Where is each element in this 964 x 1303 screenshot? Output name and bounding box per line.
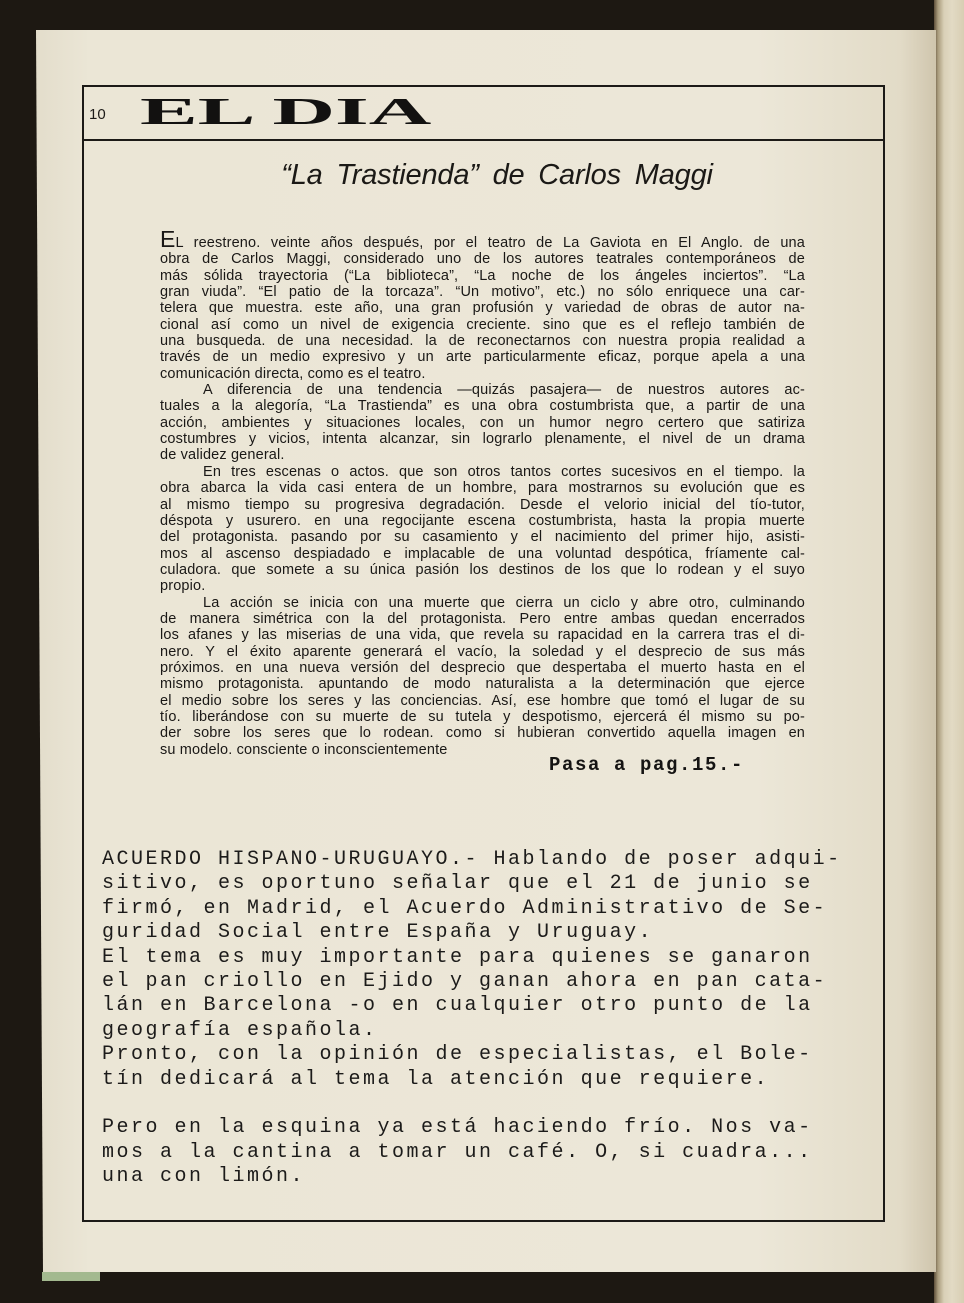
article-line: de validez general.: [160, 447, 285, 464]
article-line: través de un medio expresivo y un arte particularmente eficaz, porque apela a una: [160, 349, 805, 366]
article-line: telera que muestra. este año, una gran profusión y variedad de obras de autor na-: [160, 300, 805, 317]
bulletin-note-line: ACUERDO HISPANO-URUGUAYO.- Hablando de poser adqui-: [102, 848, 842, 871]
article-line: el medio sobre los seres y las conciencias. Así, ese hombre que tomó el lugar de su: [160, 692, 805, 709]
article-line: costumbres y vicios, intenta alcanzar, sin lograrlo plenamente, el nivel de un drama: [160, 431, 805, 448]
article-line: culadora. que somete a su única pasión los destinos de los que lo rodean y el suyo: [160, 561, 805, 578]
article-line: propio.: [160, 578, 206, 595]
article-body: [160, 226, 805, 758]
article-title: “La Trastienda” de Carlos Maggi: [281, 159, 713, 191]
bulletin-note-line: sitivo, es oportuno señalar que el 21 de junio se: [102, 872, 813, 896]
bulletin-note-line: El tema es muy importante para quienes se ganaron: [102, 945, 813, 969]
bulletin-note-line: firmó, en Madrid, el Acuerdo Administrativo de Se-: [102, 896, 828, 920]
article-paragraph: [160, 464, 805, 595]
bulletin-note-line: geografía española.: [102, 1018, 378, 1042]
adjacent-page: [934, 0, 964, 1303]
article-line: gran viuda”. “El patio de la torcaza”. “Un motivo”, etc.) no sólo enriquece una car-: [160, 284, 805, 301]
article-line: [160, 226, 805, 252]
article-line: tuales a la alegoría, “La Trastienda” es una obra costumbrista que, a partir de una: [160, 398, 805, 415]
bulletin-note-line: guridad Social entre España y Uruguay.: [102, 921, 654, 945]
article-line-text: L reestreno. veinte años después, por el teatro de La Gaviota en El Anglo. de una: [175, 235, 805, 251]
article-line: A diferencia de una tendencia —quizás pasajera— de nuestros autores ac-: [203, 382, 805, 399]
article-line: más sólida trayectoria (“La biblioteca”, “La noche de los ángeles inciertos”. “La: [160, 267, 805, 284]
bulletin-note-line: Pero en la esquina ya está haciendo frío. Nos va-: [102, 1116, 813, 1140]
article-line: obra abarca la vida casi entera de un hombre, para mostrarnos su evolución que es: [160, 480, 805, 497]
page-number: 10: [89, 106, 106, 123]
header-divider: [82, 139, 885, 141]
article-line: mismo protagonista. apuntando de modo naturalista a la determinación que ejerce: [160, 676, 805, 693]
article-line: En tres escenas o actos. que son otros tantos cortes sucesivos en el tiempo. la: [203, 463, 805, 480]
article-line: una busqueda. de una necesidad. la de reconectarnos con nuestra propia realidad a: [160, 333, 805, 350]
article-line: La acción se inicia con una muerte que cierra un ciclo y abre otro, culminando: [203, 594, 805, 611]
bulletin-note-line: lán en Barcelona -o en cualquier otro punto de la: [102, 994, 813, 1018]
article-line: acción, ambientes y situaciones locales, con un humor negro certero que satiriza: [160, 414, 805, 431]
bulletin-note-line: Pronto, con la opinión de especialistas, el Bole-: [102, 1043, 813, 1067]
article-line: los afanes y las miserias de una vida, que revela su rapacidad en la carrera tras el di-: [160, 627, 805, 644]
newspaper-logo: EL DIA: [140, 91, 432, 133]
cover-edge: [42, 1272, 100, 1281]
article-line: der sobre los seres que lo rodean. como si hubieran convertido aquella imagen en: [160, 725, 805, 742]
article-line: al mismo tiempo su progresiva degradación. Desde el velorio inicial del tío-tutor,: [160, 496, 805, 513]
article-line: cional así como un nivel de exigencia creciente. sino que es el reflejo también de: [160, 316, 805, 333]
article-paragraph: [160, 226, 805, 382]
article-line: del protagonista. pasando por su casamiento y el nacimiento del primer hijo, asisti-: [160, 529, 805, 546]
article-line: tío. liberándose con su muerte de su tutela y despotismo, ejercerá él mismo su po-: [160, 708, 805, 725]
article-line: comunicación directa, como es el teatro.: [160, 365, 426, 382]
article-line: obra de Carlos Maggi, considerado uno de los autores teatrales contemporáneos de: [160, 251, 805, 268]
article-line: nero. Y el éxito aparente generará el vacío, la soledad y el desprecio de sus más: [160, 643, 805, 660]
bulletin-note: [102, 848, 842, 1189]
bulletin-note-line: tín dedicará al tema la atención que requiere.: [102, 1067, 770, 1091]
article-line: déspota y usurero. en una regocijante escena costumbrista, hasta la propia muerte: [160, 512, 805, 529]
bulletin-note-line: mos a la cantina a tomar un café. O, si cuadra...: [102, 1140, 813, 1164]
article-paragraph: [160, 382, 805, 464]
article-line: mos al ascenso despiadado e implacable de una voluntad despótica, fríamente cal-: [160, 545, 805, 562]
article-line: próximos. en una nueva versión del desprecio que despertaba el muerto hasta en el: [160, 659, 805, 676]
article-line: de manera simétrica con la del protagonista. Pero entre ambas quedan encerrados: [160, 610, 805, 627]
bulletin-note-line: el pan criollo en Ejido y ganan ahora en pan cata-: [102, 969, 828, 993]
bulletin-note-line: una con limón.: [102, 1165, 306, 1189]
article-paragraph: [160, 595, 805, 758]
article-line: su modelo. consciente o inconscientemente: [160, 741, 448, 758]
drop-cap: E: [160, 226, 176, 252]
continued-note: Pasa a pag.15.-: [549, 754, 745, 776]
bulletin-note-block: [102, 1116, 842, 1189]
bulletin-note-block: [102, 848, 842, 1092]
